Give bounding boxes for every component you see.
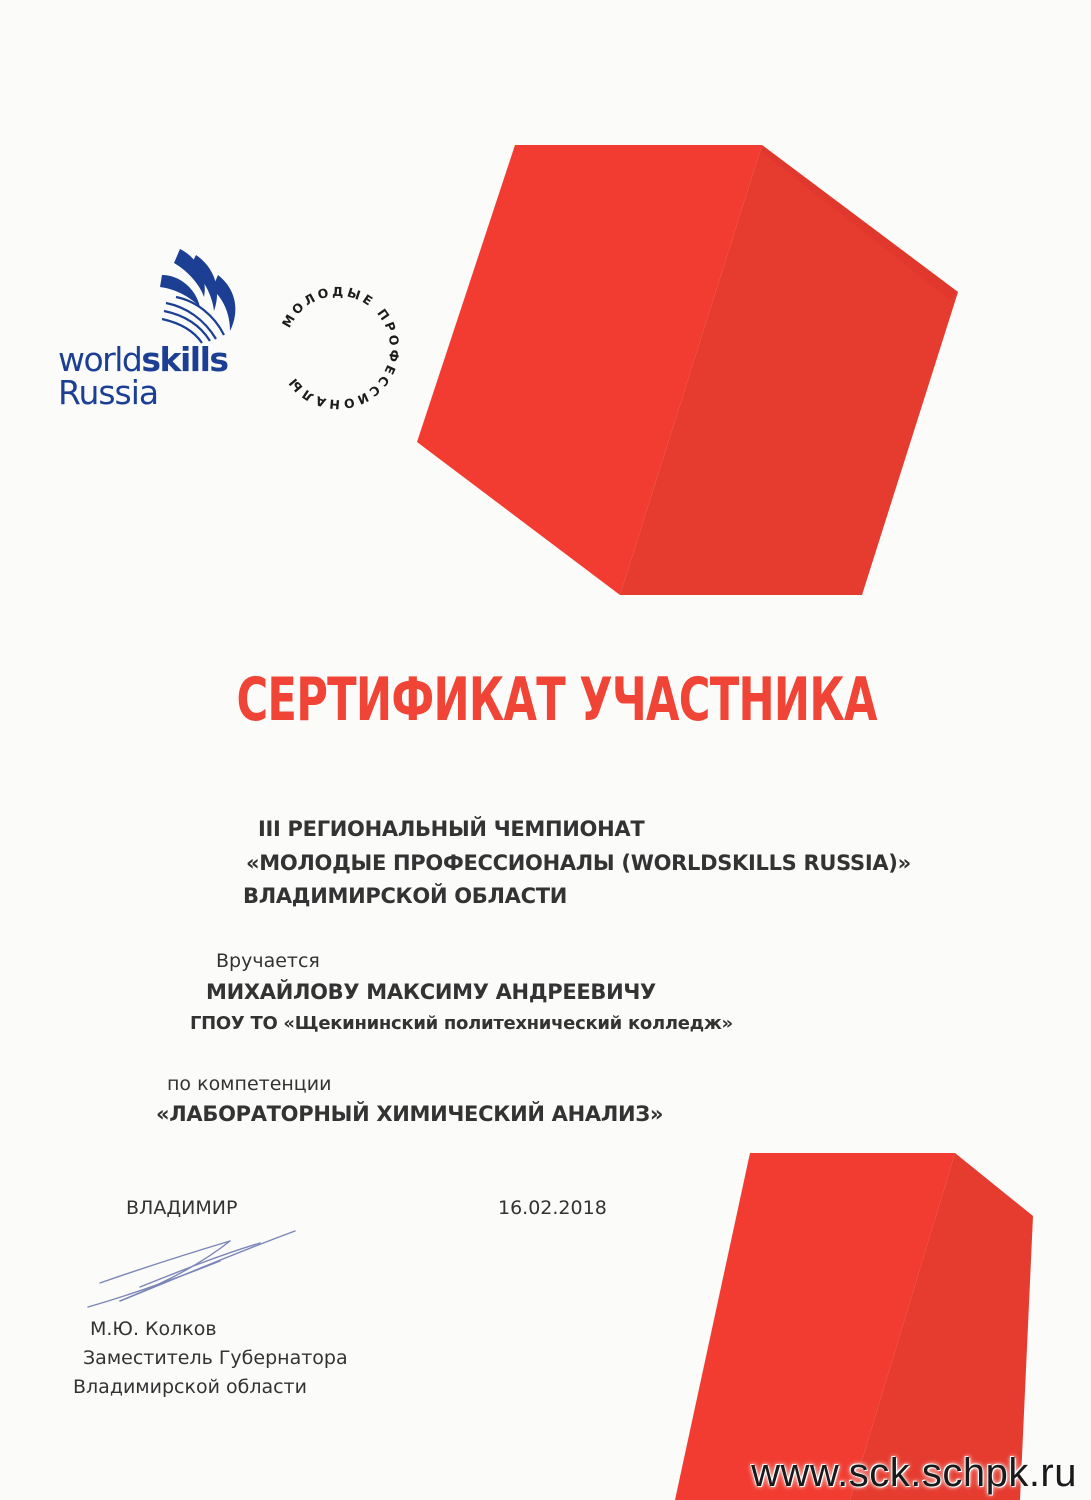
signatory-title-line-1: Заместитель Губернатора (83, 1347, 348, 1369)
championship-line-2: «МОЛОДЫЕ ПРОФЕССИОНАЛЫ (WORLDSKILLS RUSSIA)» (246, 851, 911, 875)
molodye-circular-text: МОЛОДЫЕ ПРОФЕССИОНАЛЫ (278, 283, 403, 413)
worldskills-word-russia: Russia (58, 373, 159, 412)
molodye-professionaly-logo (268, 278, 408, 422)
certificate-title: СЕРТИФИКАТ УЧАСТНИКА (236, 665, 877, 735)
red-cube-large (410, 140, 970, 610)
competence-name: «ЛАБОРАТОРНЫЙ ХИМИЧЕСКИЙ АНАЛИЗ» (156, 1102, 664, 1126)
signatory-name: М.Ю. Колков (90, 1318, 217, 1340)
championship-line-3: ВЛАДИМИРСКОЙ ОБЛАСТИ (243, 884, 568, 908)
city: ВЛАДИМИР (126, 1197, 238, 1219)
recipient-organization: ГПОУ ТО «Щекининский политехнический колледж» (190, 1013, 733, 1034)
signatory-title-line-2: Владимирской области (73, 1376, 307, 1398)
recipient-name: МИХАЙЛОВУ МАКСИМУ АНДРЕЕВИЧУ (206, 980, 656, 1004)
handwritten-signature (80, 1225, 310, 1319)
championship-line-1: III РЕГИОНАЛЬНЫЙ ЧЕМПИОНАТ (258, 817, 645, 841)
svg-text:МОЛОДЫЕ ПРОФЕССИОНАЛЫ (279, 284, 403, 412)
worldskills-word-world: world (58, 340, 142, 379)
red-cube-small (670, 1148, 1050, 1500)
worldskills-word-skills: skills (141, 340, 228, 379)
competence-label: по компетенции (167, 1073, 332, 1095)
website-watermark: www.sck.schpk.ru (751, 1451, 1077, 1495)
worldskills-logo (58, 245, 248, 410)
awarded-label: Вручается (216, 950, 320, 972)
date: 16.02.2018 (498, 1197, 607, 1219)
worldskills-emblem-icon (156, 245, 246, 345)
